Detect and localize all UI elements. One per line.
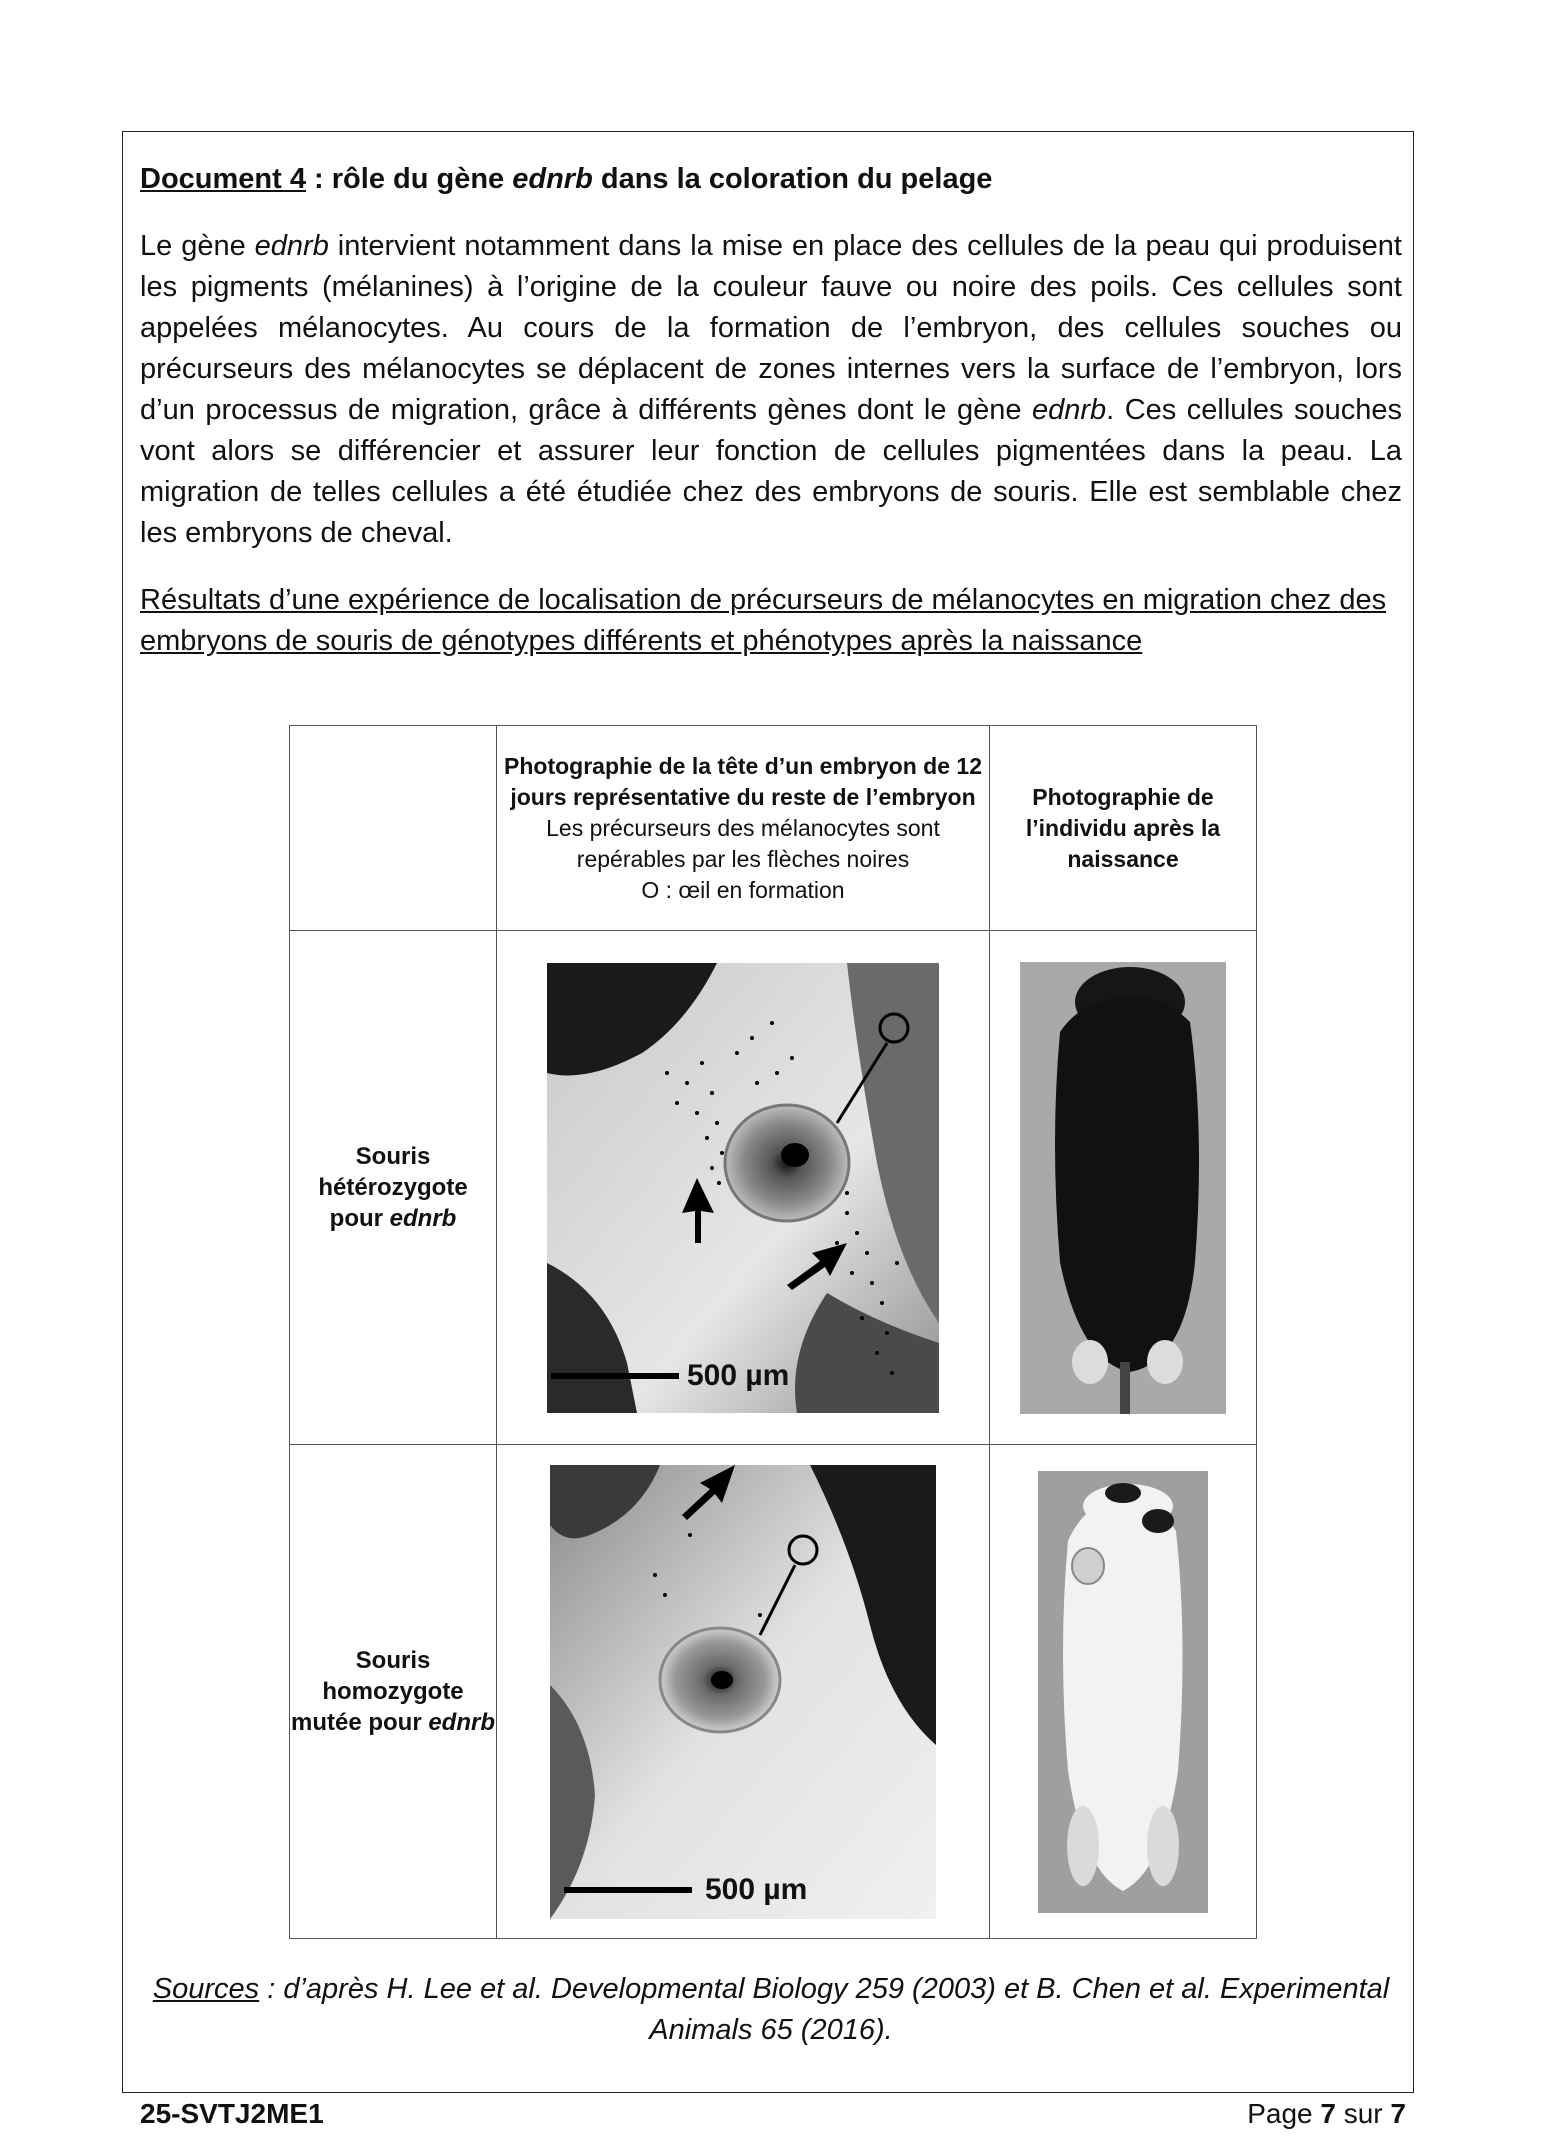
document-title: Document 4 : rôle du gène ednrb dans la coloration du pelage: [140, 163, 993, 195]
embryo-image-homozygote: [550, 1465, 936, 1919]
header-empty-cell: [290, 726, 497, 931]
footer-code: 25-SVTJ2ME1: [140, 2098, 324, 2129]
intro-paragraph: Le gène ednrb intervient notamment dans la mise en place des cellules de la peau qui produisent les pigments (mélanines) à l’origine de la couleur fauve ou noire des poils. Ces cellules sont appelées mélanocytes. Au cours de la formation de l’embryon, des cellules souches ou précurseurs des mélanocytes se déplacent de zones internes vers la surface de l’embryon, lors d’un processus de migration, grâce à différents gènes dont le gène ednrb. Ces cellules souches vont alors se différencier et assurer leur fonction de cellules pigmentées dans la peau. La migration de telles cellules a été étudiée chez des embryons de souris. Elle est semblable chez les embryons de cheval.: [140, 230, 1403, 549]
scale-bar-label: 500 µm: [705, 1872, 808, 1906]
embryo-image-heterozygote: [547, 963, 939, 1413]
black-mouse-image: [1020, 962, 1226, 1414]
header-adult-photo: Photographie de l’individu après la naissance: [990, 726, 1257, 931]
table-header-row: [290, 726, 1257, 931]
header-embryo-photo: Photographie de la tête d’un embryon de 12 jours représentative du reste de l’embryon Les précurseurs des mélanocytes sont repérables par les flèches noires O : œil en formation: [497, 726, 990, 931]
sources-label: Sources: [152, 1973, 260, 2005]
white-mouse-image: [1038, 1471, 1208, 1913]
adult-photo-heterozygote: [990, 931, 1257, 1445]
table-row: [290, 931, 1257, 1445]
row-label-homozygote: Souris homozygote mutée pour ednrb: [290, 1445, 497, 1939]
row-label-heterozygote: Souris hétérozygote pour ednrb: [290, 931, 497, 1445]
table-row: [290, 1445, 1257, 1939]
experiment-table: [289, 725, 1257, 1939]
footer-page-number: Page 7 sur 7: [1247, 2098, 1406, 2129]
embryo-photo-heterozygote: [497, 931, 990, 1445]
sources-note: Sources : d’après H. Lee et al. Developmental Biology 259 (2003) et B. Chen et al. Experimental Animals 65 (2016).: [152, 1973, 1390, 2046]
adult-photo-homozygote: [990, 1445, 1257, 1939]
document-number: Document 4: [140, 163, 306, 195]
embryo-photo-homozygote: [497, 1445, 990, 1939]
results-title: Résultats d’une expérience de localisation de précurseurs de mélanocytes en migration chez des embryons de souris de génotypes différents et phénotypes après la naissance: [140, 584, 1387, 657]
scale-bar-label: 500 µm: [687, 1358, 790, 1392]
